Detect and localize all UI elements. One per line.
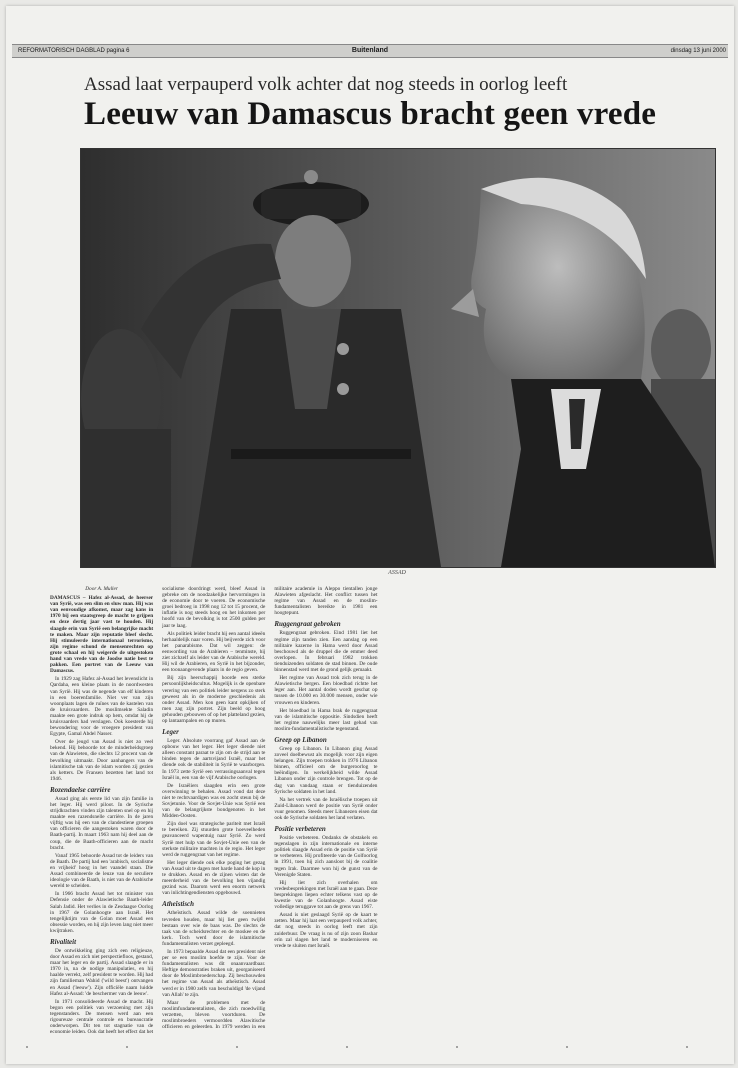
article-paragraph: Na het vertrek van de Israëlische troepen uit Zuid-Libanon werd de positie van Syrië onder vuur genomen. Steeds meer Libanezen eisen dat ook de Syrische soldaten het land verlaten. [274,796,378,821]
article-subhead: Positie verbeteren [274,825,326,834]
article-paragraph: Atheïstisch. Assad wilde de soennieten tevreden houden, maar hij liet geen twijfel bestaan over wie de baas was. De slechts de taak van de scheidsrechter en de moskee en de kerk. Toch werd door de islamitische fundamentalisten verzet gepleegd. [162,910,266,947]
article-paragraph: Leger. Absolute voorrang gaf Assad aan de opbouw van het leger. Het leger diende niet alleen constant paraat te zijn om de strijd aan te binden tegen de aartsvijand Israël, maar het diende ook de stabiliteit in Syrië te waarborgen. In 1973 zette Syrië een verrassingsaanval tegen Israël in, een van de vijf Arabische oorlogen. [162,738,266,781]
article-subhead: Ruggengraat gebroken [274,620,341,629]
article-paragraph: Ruggengraat gebroken. Eind 1981 liet het regime zijn tanden zien. Een aanslag op een militaire kazerne in Hama werd door Assad beschouwd als de druppel die de emmer deed overlopen. In februari 1982 trokken tienduizenden soldaten de stad binnen. De oude binnenstad werd met de grond gelijk gemaakt. [274,630,378,674]
article-subhead: Atheïstisch [162,900,195,909]
article-subhead: Rivaliteit [50,937,77,946]
page-header-section: Buitenland [351,47,389,54]
article-paragraph: De ontwikkeling ging zich een religieuze, door Assad en zich niet perspectiefloos, gestand, maar het leger en de partij. Assad slaagde er in 1970 in, na de nodige manipulaties, en hij haalde verrekt, zelf president te worden. Hij had zijn familieman Wahid ('wild beest') ontvangen en Assad ('leeuw'). Zijn officiële naam luidde Hafez al-Assad: 'de beschermer van de leeuw'. [50,947,154,997]
article-subhead: Rozendaelse carrière [50,785,111,794]
article-paragraph: Vanaf 1965 behoorde Assad tot de leiders van de Baath. De partij had een 'arabisch, socialisme en vrijheid' hoog in het vaandel staan. Die Assad combineerde de leuze van de seculiere ideologie van de Baath, is niet van de Arabische wereld te scheiden. [50,852,154,890]
article-paragraph: Greep op Libanon. In Libanon ging Assad zoveel doelbewust als mogelijk voor zijn eigen belangen. Zijn troepen trokken in 1976 Libanon binnen, officieel om de burgeroorlog te beëindigen. In werkelijkheid wilde Assad Libanon onder zijn controle brengen. Tot op de dag van vandaag staan er tienduizenden Syrische soldaten in het land. [274,745,378,795]
page-header [12,44,728,58]
article-paragraph: De Israëliers slaagden erin een grote overwinning te behalen. Assad vond dat deze niet te rechtvaardigen was en zocht steun bij de Sovjetunie. Voor de Sovjet-Unie was Syrië een van de belangrijkste bondgenoten in het Midden-Oosten. [162,782,266,820]
article-kicker: Assad laat verpauperd volk achter dat nog steeds in oorlog leeft [84,74,568,95]
article-paragraph: Zijn doel was strategische pariteit met Israël te bereiken. Zij stuurden grote hoeveelheden geavanceerd wapentuig naar Syrië. Zo werd Syrië met hulp van de Sovjet-Unie een van de sterkste militaire machten in de regio. Het leger werd de ruggengraat van het regime. [162,821,266,858]
article-subhead: Leger [162,728,179,737]
article-paragraph: In 1973 bepaalde Assad dat een president niet per se een moslim hoefde te zijn. Voor de fundamentalisten was dit onaanvaardbaar. Heftige demonstraties braken uit, georganiseerd door de Moslimbroederschap. Zij beschouwden het regime van Assad als atheïstisch. Assad werd er in 1980 zelfs van beschuldigd 'de vijand van Allah' te zijn. [162,948,266,998]
photo-assad-image [81,149,715,567]
article-paragraph: Maar de problemen met de moslimfundamentalisten, die zich moedwillig verzetten, bleven voortduren. De moslimbroeders vermoordden Alawitische officieren en geleerden. In 1979 werden in een militaire academie in Aleppo tientallen jonge Alawieten afgeslacht. Het conflict tussen het regime van Assad en de moslim-fundamentalisten bereikte in 1981 een hoogtepunt. [162,586,378,1031]
article-paragraph: Bij zijn heerschappij hoorde een sterke persoonlijkheidscultus. Mogelijk is de openbare verering van een politiek leider nergens zo sterk geweest als in de moderne geschiedenis als onder Assad. Men kon geen kant opkijken of men zag zijn portret. Zijn beeld op hoog gehouden gebouwen of op het platteland gezien, op lantaarnpalen en op muren. [162,675,266,724]
article-paragraph: Het leger diende ook elke poging het gezag van Assad uit te dagen met harde hand de kop in te drukken. Assad en de zijnen wisten dat de meerderheid van de bevolking hen vijandig gezind was. Daarom werd een enorm netwerk van inlichtingendiensten opgebouwd. [162,859,266,897]
page-header-date: dinsdag 13 juni 2000 [670,48,726,54]
newspaper-page [6,6,734,1064]
page-fold-marks [6,1046,734,1052]
article-paragraph: Als politiek leider bracht hij een aantal ideeën herhaaldelijk naar voren. Hij beijverde zich voor het panarabisme. Dat wil zeggen: de eenwording van de Arabieren – tenminste, hij ziet zichzelf als leider van de Arabische wereld. Hij wil de Arabieren, en Syrië in het bijzonder, een toonaangevende plaats in de regio geven. [162,630,266,674]
article-headline: Leeuw van Damascus bracht geen vrede [84,96,657,132]
article-photo [80,148,716,568]
article-byline: Door A. Muller [85,586,118,592]
article-paragraph: Het regime van Assad trok zich terug in de Alawietische bergen. Een bloedbad richtte het leger aan. Het aantal doden wordt geschat op tussen de 10.000 en 30.000 mensen, onder wie vrouwen en kinderen. [274,675,378,706]
article-paragraph: Assad ging als eerste lid van zijn familie in het leger. Hij werd piloot. In de Syrische strijdkrachten vinden zijn talenten snel op en hij maakte een razendsnelle carrière. In de jaren vijftig was hij een van de clandestiene groepen van officieren die aangestoken waren door de Baath-partij. In maart 1963 nam hij deel aan de coup, die de Baath-officieren aan de macht bracht. [50,795,154,851]
article-paragraph: In 1966 bracht Assad het tot minister van Defensie onder de Alawietische Baath-leider Salah Jadid. Het verlies in de Zesdaagse Oorlog in 1967 de Golanhoogte aan Israël. Het tengelijktijm van de Golan moet Assad een obsessie worden, en hij zijn leven lang niet meer kwijtraken. [50,891,154,934]
article-paragraph: In 1971 consolideerde Assad de macht. Hij begon een politiek van verzoening met zijn tegenstanders. De mensen werd aan een rigoureuze centrale controle en bureaucratie onderworpen. Dit ten tot stagnatie van de economie leiden. Ook dat heeft het effect dat het socialisme doordringt werd, bleef Assad in gebreke om de noodzakelijke hervormingen in de economie door te voeren. De economische groei bedroeg in 1998 nog 12 tot 15 procent, de inflatie is nog steeds hoog en het inkomen per hoofd van de bevolking is tot 2500 gulden per jaar te laag. [50,586,266,1036]
article-subhead: Greep op Libanon [274,735,327,744]
article-paragraph: Over de jeugd van Assad is niet zo veel bekend. Hij behoorde tot de minderheidsgroep van de Alawieten, die slechts 12 procent van de bevolking uitmaakt. Door aanhangers van de islamitische tak van de islam worden zij gezien als ketters. De Fransen bezetten het land tot 1946. [50,739,154,782]
article-intro: DAMASCUS – Hafez al-Assad, de heerser van Syrië, was een slim en sluw man. Hij was van eenvoudige afkomst, maar zag kans in 1970 bij een staatsgreep de macht te grijpen en deze dertig jaar vast te houden. Hij slaagde erin van Syrië een belangrijke macht te maken. Maar zijn reputatie bleef slecht. Hij stimuleerde internationaal terrorisme, zijn regime schond de mensenrechten op grote schaal en hij weigerde de uitgestoken hand van vrede van de Joodse natie best te pakken. Een portret van de Leeuw van Damascus. [50,595,154,675]
article-paragraph: Het bloedbad in Hama brak de ruggengraat van de islamitische oppositie. Sindsdien heeft het regime nauwelijks meer last gehad van moslim-fundamentalistische tegenstand. [274,707,378,732]
photo-caption: ASSAD [388,570,406,576]
article-paragraph: Hij liet zich overhalen om vredesbesprekingen met Israël aan te gaan. Deze besprekingen liepen echter telkens vast op de kwestie van de Golanhoogte. Assad eiste volledige teruggave tot aan de grens van 1967. [274,879,378,911]
page-header-paper: REFORMATORISCH DAGBLAD pagina 6 [18,48,130,54]
article-body [50,586,714,1036]
article-paragraph: Positie verbeteren. Ondanks de obstakels en tegenslagen in zijn internationale en interne politiek slaagde Assad erin de positie van Syrië te verbeteren. Hij profiteerde van de Golfoorlog in 1991, toen hij zich aansloot bij de coalitie tegen Irak. Daarmee won hij de gunst van de Verenigde Staten. [274,835,378,878]
article-paragraph: In 1929 zag Hafez al-Assad het levenslicht in Qardaha, een kleine plaats in de noordwesten van Syrië. Hij was de negende van elf kinderen in een boerenfamilie. Niet ver van zijn woonplaats lagen de ruïnes van de kastelen van de kruisvaarders. De moslimsekte Saladin maakte een grote indruk op hem, omdat hij de kruisvaarders had verslagen. Ook koesterde hij bewondering voor de vroegere president van Egypte, Gamal Abdel Nasser. [50,676,154,738]
article-paragraph: Assad is niet geslaagd Syrië op de kaart te zetten. Maar hij laat een verpauperd volk achter, dat nog steeds in oorlog leeft met zijn zuiderbuur. De vraag is nu of zijn zoon Bashar erin zal slagen het land te moderniseren en vrede te sluiten met Israël. [274,912,378,949]
